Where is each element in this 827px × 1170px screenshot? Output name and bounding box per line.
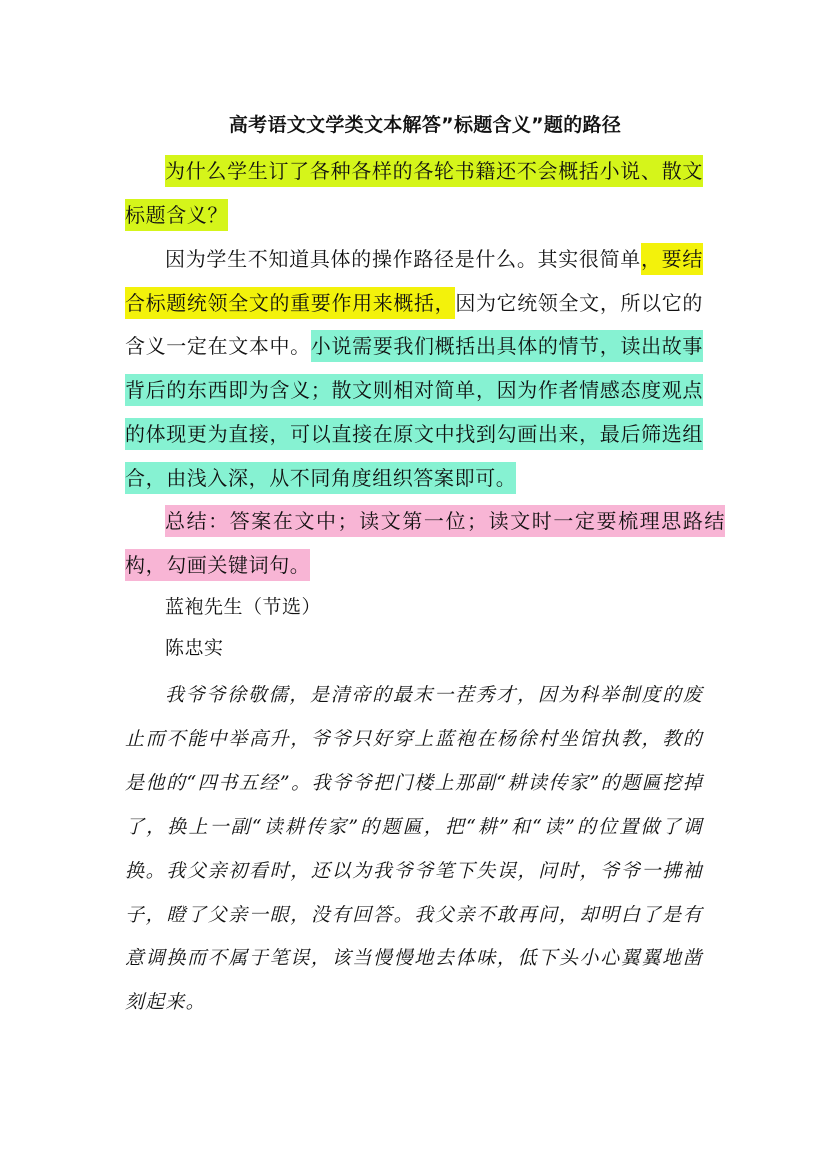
answer-paragraph xyxy=(125,238,703,500)
story-text: 我爷爷徐敬儒，是清帝的最末一茬秀才，因为科举制度的废止而不能中举高升，爷爷只好穿上蓝袍在杨徐村坐馆执教，教的是他的“四书五经”。我爷爷把门楼上那副“耕读传家”的题匾挖掉了，换上一副“读耕传家”的题匾，把“耕”和“读”的位置做了调换。我父亲初看时，还以为我爷爷笔下失误，问时，爷爷一拂袖子，瞪了父亲一眼，没有回答。我父亲不敢再问，却明白了是有意调换而不属于笔误，该当慢慢地去体味，低下头小心翼翼地凿刻起来。 xyxy=(125,684,703,1014)
story-title: 蓝袍先生（节选） xyxy=(165,596,322,618)
question-paragraph xyxy=(125,150,703,237)
answer-highlight-yellow: ，要结合标题统领全文的重要作用来概括， xyxy=(125,243,703,319)
summary-paragraph xyxy=(125,500,725,587)
answer-highlight-teal: 小说需要我们概括出具体的情节，读出故事背后的东西即为含义；散文则相对简单，因为作者情感态度观点的体现更为直接，可以直接在原文中找到勾画出来，最后筛选组合，由浅入深，从不同角度组织答案即可。 xyxy=(125,330,703,493)
answer-text-2: 因为它统领全文，所以它的含义一定在文本中。 xyxy=(125,290,703,359)
story-author: 陈忠实 xyxy=(165,637,224,659)
answer-text-1: 因为学生不知道具体的操作路径是什么。其实很简单 xyxy=(165,247,641,271)
summary-highlight: 总结：答案在文中；读文第一位；读文时一定要梳理思路结构，勾画关键词句。 xyxy=(125,505,725,581)
document-title: 高考语文文学类文本解答”标题含义”题的路径 xyxy=(228,114,622,136)
question-highlight: 为什么学生订了各种各样的各轮书籍还不会概括小说、散文标题含义？ xyxy=(125,155,703,231)
